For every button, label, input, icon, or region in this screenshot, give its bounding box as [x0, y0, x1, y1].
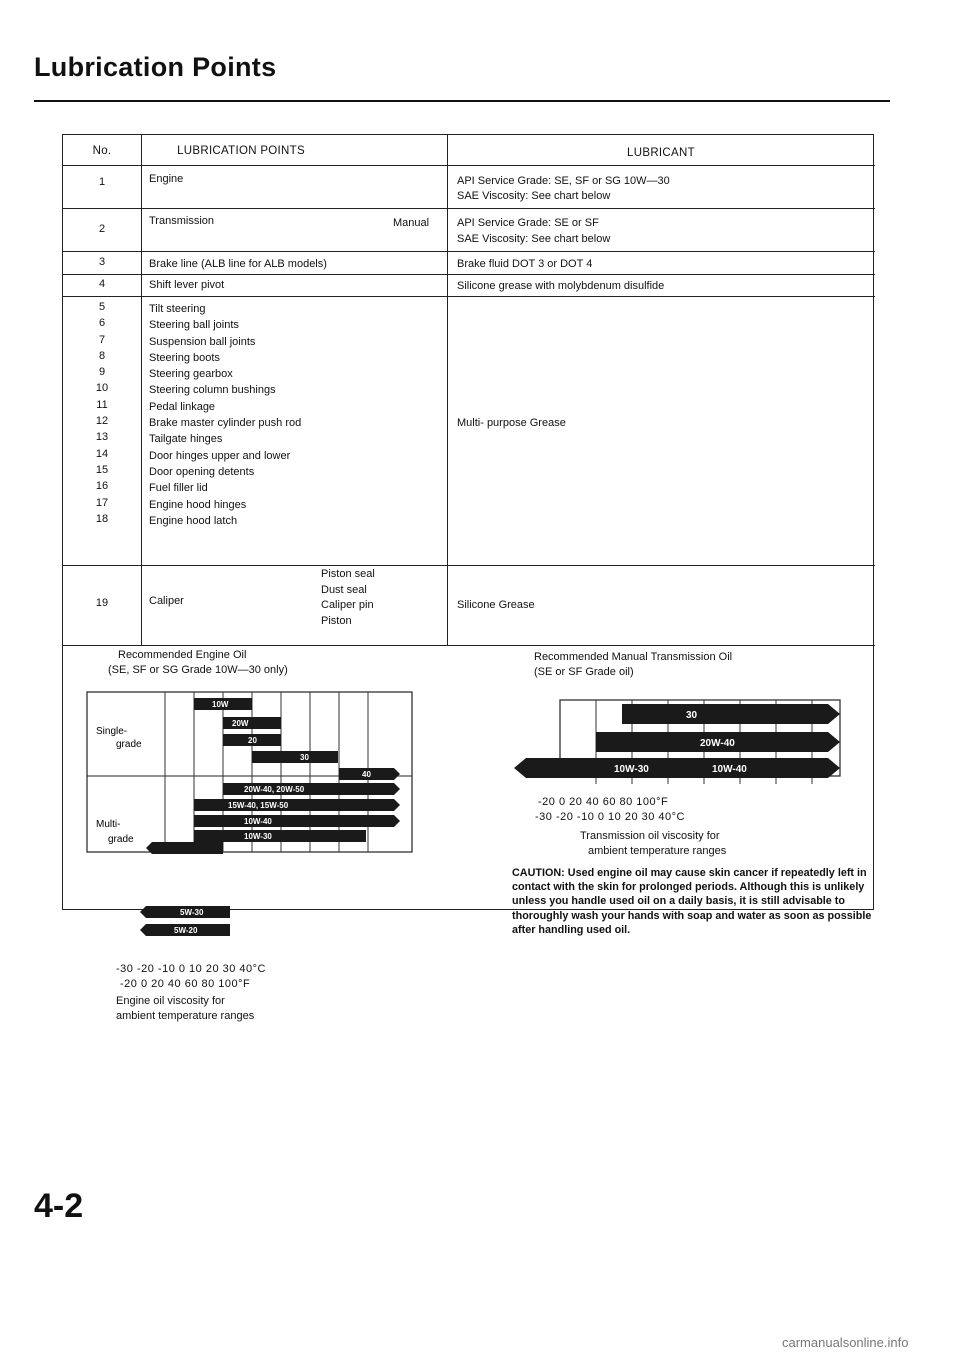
row-no: 1 — [98, 176, 106, 188]
row-no: 19 — [95, 597, 109, 609]
lubricant-line: Silicone grease with molybdenum disulfide — [457, 280, 665, 292]
lubricant-line: Silicone Grease — [457, 599, 535, 611]
lubrication-point: Transmission — [149, 215, 214, 227]
row-numbers — [63, 299, 141, 527]
caliper-part: Piston — [321, 614, 352, 627]
bar-label: 10W — [212, 700, 229, 709]
header-lubricant: LUBRICANT — [627, 147, 695, 159]
header-no: No. — [92, 145, 112, 157]
lubrication-point: Tailgate hinges — [149, 433, 223, 446]
bar-label: 30 — [300, 753, 309, 762]
header-points: LUBRICATION POINTS — [177, 145, 305, 157]
row-no: 5 — [98, 301, 106, 313]
engine-axis-celsius: -30 -20 -10 0 10 20 30 40°C — [116, 963, 266, 975]
bar-label: 10W-40 — [244, 817, 272, 826]
single-grade-label: Single- — [96, 726, 128, 737]
lubrication-point: Suspension ball joints — [149, 335, 256, 348]
bar-label: 40 — [362, 770, 371, 779]
row-no: 4 — [98, 278, 106, 290]
trans-caption: Transmission oil viscosity for — [580, 830, 720, 842]
row-no: 16 — [95, 480, 109, 493]
bar-label: 20W-40 — [700, 738, 735, 749]
lubrication-points-list — [149, 301, 301, 529]
caliper-part: Dust seal — [321, 583, 367, 596]
trans-oil-chart — [510, 696, 850, 796]
multi-grade-label: Multi- — [96, 819, 121, 830]
lubrication-point: Steering gearbox — [149, 368, 233, 381]
lubrication-point: Steering column bushings — [149, 384, 276, 397]
bar-label: 10W-30 — [614, 764, 649, 775]
bar-label: 20W-40, 20W-50 — [244, 785, 305, 794]
row-no: 2 — [98, 223, 106, 235]
engine-caption: Engine oil viscosity for — [116, 995, 225, 1007]
bar-10w-30 — [194, 830, 366, 842]
engine-axis-fahrenheit: -20 0 20 40 60 80 100°F — [120, 978, 251, 990]
col-divider-no — [141, 135, 142, 645]
lubrication-point: Pedal linkage — [149, 400, 216, 413]
lubricant-line: Brake fluid DOT 3 or DOT 4 — [457, 258, 593, 270]
lubricant-line: Multi- purpose Grease — [457, 417, 566, 429]
lubrication-point: Fuel filler lid — [149, 482, 208, 495]
row-no: 18 — [95, 512, 109, 525]
lubrication-point: Steering ball joints — [149, 319, 239, 332]
bar-label: 20 — [248, 736, 257, 745]
row-no: 8 — [98, 349, 106, 362]
row-no: 12 — [95, 415, 109, 428]
trans-axis-celsius: -30 -20 -10 0 10 20 30 40°C — [535, 811, 685, 823]
caliper-part: Caliper pin — [321, 599, 374, 611]
lubrication-point: Brake line (ALB line for ALB models) — [149, 258, 327, 270]
bar-label: 30 — [686, 710, 698, 721]
row-no: 11 — [96, 398, 108, 411]
lubrication-point: Engine hood latch — [149, 514, 238, 527]
lubrication-point: Engine hood hinges — [149, 498, 247, 511]
trans-bar-10w-30-40 — [514, 758, 840, 778]
lubricant-line: SAE Viscosity: See chart below — [457, 190, 611, 202]
row-no: 7 — [98, 333, 106, 346]
row-no: 3 — [98, 256, 106, 268]
bar-label: 5W-20 — [174, 926, 198, 935]
engine-oil-chart — [82, 684, 422, 860]
lubricant-line: API Service Grade: SE, SF or SG 10W—30 — [457, 175, 670, 187]
caliper-part: Piston seal — [321, 568, 375, 580]
trans-oil-title: Recommended Manual Transmission Oil — [534, 651, 733, 663]
row-no: 15 — [95, 463, 109, 476]
single-grade-label-2: grade — [116, 739, 142, 750]
lubrication-point-sub: Manual — [393, 217, 430, 229]
lubrication-point: Brake master cylinder push rod — [149, 417, 302, 430]
footer-watermark: carmanualsonline.info — [782, 1335, 909, 1350]
trans-caption-2: ambient temperature ranges — [588, 845, 727, 857]
lubrication-point: Door opening detents — [149, 465, 255, 478]
trans-bar-30 — [622, 704, 840, 724]
row-no: 9 — [98, 366, 106, 379]
row-no: 10 — [95, 382, 109, 395]
lubricant-line: API Service Grade: SE or SF — [457, 217, 599, 229]
bar-label: 20W — [232, 719, 249, 728]
row-no: 14 — [95, 447, 109, 460]
col-divider-lubricant — [447, 135, 448, 645]
lubrication-point: Door hinges upper and lower — [149, 449, 291, 462]
row-no: 6 — [98, 317, 106, 330]
row-no: 13 — [95, 431, 109, 444]
caliper-parts-list — [321, 567, 375, 629]
lubrication-point: Caliper — [149, 595, 184, 607]
engine-oil-title: Recommended Engine Oil — [118, 649, 247, 661]
multi-grade-label-2: grade — [108, 834, 134, 845]
bar-label: 5W-30 — [180, 908, 204, 917]
bar-label: 10W-40 — [712, 764, 747, 775]
lubrication-point: Shift lever pivot — [149, 279, 225, 291]
bar-10w-40 — [194, 815, 400, 827]
engine-oil-subtitle: (SE, SF or SG Grade 10W—30 only) — [108, 664, 288, 676]
trans-axis-fahrenheit: -20 0 20 40 60 80 100°F — [538, 796, 669, 808]
bar-5w-30 — [146, 842, 223, 854]
row-no: 17 — [95, 496, 109, 509]
trans-oil-subtitle: (SE or SF Grade oil) — [534, 666, 634, 678]
bar-label: 15W-40, 15W-50 — [228, 801, 289, 810]
lubrication-point: Tilt steering — [149, 303, 206, 315]
page-title: Lubrication Points — [34, 52, 277, 82]
engine-oil-low-bars — [140, 905, 260, 945]
bar-15w-40 — [194, 799, 400, 811]
page-number: 4-2 — [34, 1187, 84, 1225]
lubrication-point: Engine — [149, 173, 184, 185]
engine-caption-2: ambient temperature ranges — [116, 1010, 255, 1022]
lubrication-point: Steering boots — [149, 351, 220, 364]
lubricant-line: SAE Viscosity: See chart below — [457, 233, 611, 245]
caution-note: CAUTION: Used engine oil may cause skin cancer if repeatedly left in contact with the skin for prolonged periods. Although this is unlikely unless you handle used oil on a daily basis, it is still advisable to thoroughly wash your hands with soap and water as soon as possible after handling used oil. — [512, 867, 872, 936]
title-rule — [34, 100, 890, 102]
bar-label: 10W-30 — [244, 832, 272, 841]
bar-30 — [252, 751, 338, 763]
